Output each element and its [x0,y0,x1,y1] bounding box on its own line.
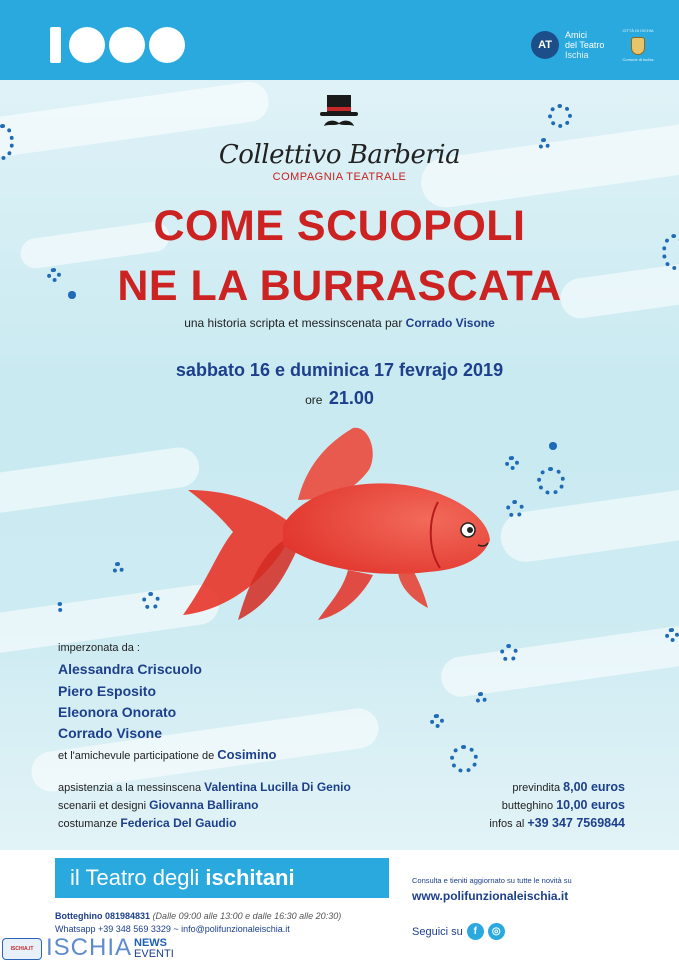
price-value: 10,00 euros [556,798,625,812]
brush-stroke [498,485,679,565]
price-row [489,816,625,830]
amici-line2: del Teatro [565,40,605,50]
amici-badge-icon: AT [531,31,559,59]
boxoffice-label: Botteghino 081984831 [55,911,151,921]
time-value: 21.00 [328,388,374,408]
special-participation [58,747,277,762]
bubble-decoration [549,442,557,450]
show-time [0,388,679,409]
comune-bottom-text: Comune di Ischia [622,57,654,62]
crest-icon [631,37,645,55]
cast-member: Eleonora Onorato [58,704,177,720]
price-label: infos al [489,818,525,830]
bubble-decoration [55,602,65,612]
show-title-line2: NE LA BURRASCATA [117,262,562,310]
brush-stroke [0,445,202,515]
facebook-icon[interactable]: f [467,923,484,940]
watermark-main: ISCHIA [46,934,133,960]
bubble-decoration [430,714,444,728]
cast-member: Corrado Visone [58,725,162,741]
bubble-decoration [548,104,572,128]
bubble-decoration [500,644,518,662]
seguici-label: Seguici su [412,925,463,938]
show-dates: sabbato 16 e duminica 17 fevrajo 2019 [175,360,504,380]
boxoffice-hours: (Dalle 09:00 alle 13:00 e dalle 16:30 alle 20:30) [152,911,342,921]
bubble-decoration [475,692,487,704]
credit-row [58,816,236,830]
price-label: previndita [512,782,561,794]
contact-line: Whatsapp +39 348 569 3329 ~ info@polifunzionaleischia.it [55,924,290,934]
credit-row [58,780,351,794]
amici-line3: Ischia [565,50,589,60]
ischia-news-watermark [2,930,174,960]
company-name: Collettivo Barberia [218,140,461,170]
cast-member: Piero Esposito [58,683,157,699]
price-row [502,798,625,812]
watermark-news: NEWS [134,937,168,949]
price-value: 8,00 euros [563,780,625,794]
amici-line1: Amici [565,30,587,40]
website-link[interactable]: www.polifunzionaleischia.it [412,889,569,903]
byline-prefix: una historia scripta et messinscenata par [184,316,403,330]
special-name: Cosimino [217,747,277,762]
logo-1000 [50,26,185,64]
author-name: Corrado Visone [405,316,495,330]
boxoffice-line [55,911,341,921]
credit-role: apsistenzia a la messinscena [58,782,202,794]
cast-member: Alessandra Criscuolo [58,661,202,677]
credit-role: costumanze [58,818,118,830]
price-label: butteghino [501,800,554,812]
social-row [412,923,505,940]
cast-label: imperzonata da : [58,642,140,654]
credit-name: Giovanna Ballirano [149,798,259,812]
goldfish-illustration [178,420,498,625]
top-bar [0,0,679,80]
byline [0,316,679,330]
credit-name: Federica Del Gaudio [120,816,237,830]
teatro-highlight: ischitani [205,865,295,890]
bubble-decoration [537,467,565,495]
show-title-line1: COME SCUOPOLI [153,202,526,250]
bubble-decoration [112,562,124,574]
instagram-icon[interactable]: ◎ [488,923,505,940]
time-prefix: ore [305,393,323,407]
bubble-decoration [505,456,519,470]
amici-teatro-logo [531,30,604,60]
price-value: +39 347 7569844 [527,816,625,830]
watermark-eventi: EVENTI [134,948,174,960]
company-subtitle: COMPAGNIA TEATRALE [272,171,407,183]
bubble-decoration [506,500,524,518]
credit-role: scenarii et designi [58,800,147,812]
logo-digit-one [50,27,61,63]
comune-top-text: CITTÀ DI ISCHIA [622,28,654,33]
teatro-banner [55,858,389,898]
credit-name: Valentina Lucilla Di Genio [204,780,351,794]
brush-stroke [439,621,679,700]
logo-digit-zero [149,27,185,63]
logo-digit-zero [109,27,145,63]
watermark-badge: ISCHIA.IT [2,938,42,960]
special-prefix: et l'amichevule participatione de [58,750,215,762]
teatro-prefix: il Teatro degli [70,865,200,890]
price-row [512,780,625,794]
top-hat-moustache-icon [318,93,360,133]
bubble-decoration [450,745,478,773]
comune-logo [618,28,658,62]
logo-digit-zero [69,27,105,63]
bubble-decoration [142,592,160,610]
consulta-text: Consulta e tieniti aggiornato su tutte le novità su [412,876,572,885]
credit-row [58,798,258,812]
bubble-decoration [665,628,679,642]
